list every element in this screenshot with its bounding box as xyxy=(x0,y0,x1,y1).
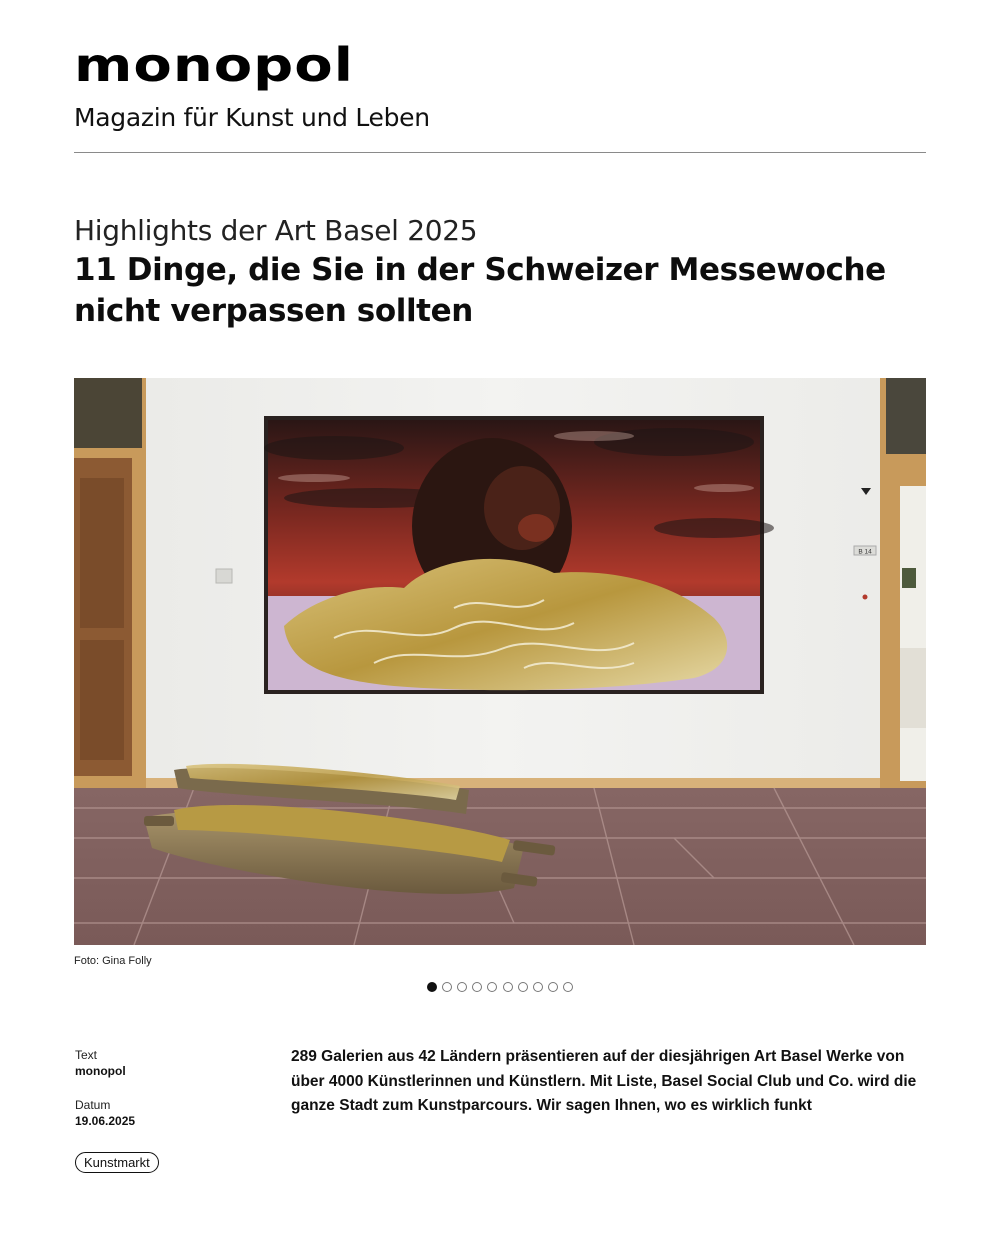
meta-text-label: Text xyxy=(75,1048,98,1062)
article-kicker: Highlights der Art Basel 2025 xyxy=(74,214,478,247)
meta-author[interactable]: monopol xyxy=(75,1064,126,1078)
slideshow-dot-7[interactable] xyxy=(518,982,528,992)
slideshow-dot-8[interactable] xyxy=(533,982,543,992)
slideshow-dot-4[interactable] xyxy=(472,982,482,992)
site-tagline: Magazin für Kunst und Leben xyxy=(74,103,430,132)
slideshow-dot-5[interactable] xyxy=(487,982,497,992)
slideshow-dot-2[interactable] xyxy=(442,982,452,992)
room-sign-label: B 14 xyxy=(858,548,872,556)
article-meta xyxy=(75,1047,265,1173)
slideshow-dot-6[interactable] xyxy=(503,982,513,992)
article-lead: 289 Galerien aus 42 Ländern präsentieren auf der diesjährigen Art Basel Werke von über 4000 Künstlerinnen und Künstlern. Mit Liste, Basel Social Club und Co. wird die ganze Stadt zum Kunstparcours. Wir sagen Ihnen, wo es wirklich funkt xyxy=(291,1048,917,1114)
header-divider xyxy=(74,152,926,153)
photo-caption: Foto: Gina Folly xyxy=(74,955,152,967)
meta-date-label: Datum xyxy=(75,1098,111,1112)
slideshow-pagination xyxy=(0,982,1000,994)
slideshow-dot-3[interactable] xyxy=(457,982,467,992)
slideshow-dot-10[interactable] xyxy=(563,982,573,992)
slideshow-dot-9[interactable] xyxy=(548,982,558,992)
article-headline: 11 Dinge, die Sie in der Schweizer Messewoche nicht verpassen sollten xyxy=(74,252,886,329)
site-logo[interactable]: monopol xyxy=(74,38,354,93)
slideshow-dot-1[interactable] xyxy=(427,982,437,992)
hero-image[interactable] xyxy=(74,378,926,945)
meta-date: 19.06.2025 xyxy=(75,1114,136,1128)
category-tag[interactable]: Kunstmarkt xyxy=(75,1152,159,1173)
masthead xyxy=(74,38,926,134)
